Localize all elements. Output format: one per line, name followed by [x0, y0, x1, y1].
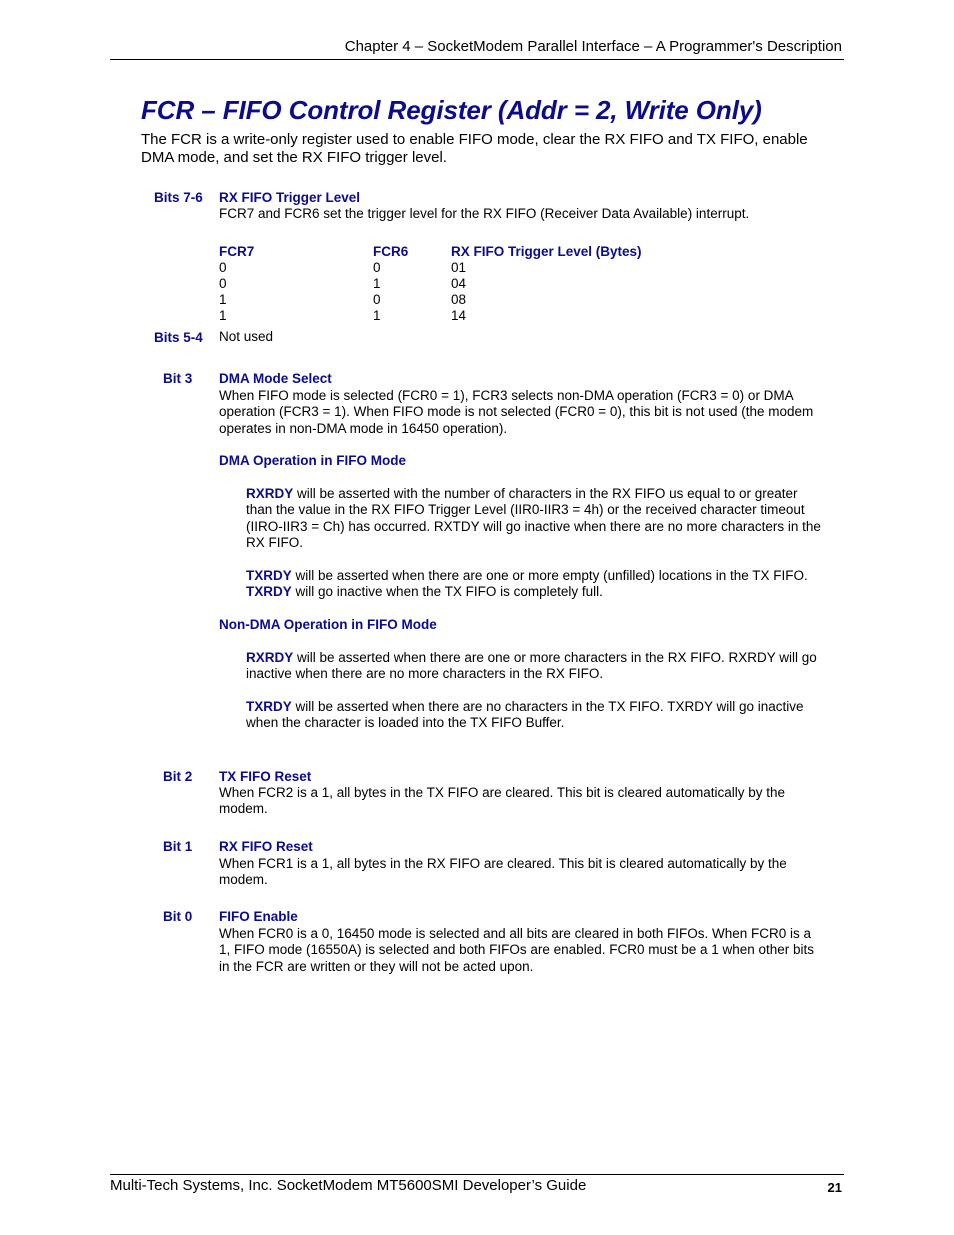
table-cell: 14: [451, 308, 467, 323]
bits-5-4-label: Bits 5-4: [154, 330, 203, 345]
dma-rxrdy-paragraph: RXRDY will be asserted with the number of characters in the RX FIFO us equal to or greater than the value in the RX FIFO Trigger Level (IIR0-IIR3 = 4h) or the received character timeout (IIRO-IIR3 = Ch) has occurred. RXTDY will go inactive when there are no more characters in the RX FIFO.: [246, 486, 821, 550]
footer-text: Multi-Tech Systems, Inc. SocketModem MT5600SMI Developer’s Guide: [110, 1177, 587, 1194]
table-cell: 1: [219, 292, 227, 307]
bit-3-heading: DMA Mode Select: [219, 371, 332, 386]
header-rule: [110, 59, 844, 60]
dma-txrdy-paragraph: TXRDY will be asserted when there are one or more empty (unfilled) locations in the TX FIFO. TXRDY will go inactive when the TX FIFO is completely full.: [246, 568, 808, 600]
table-cell: 0: [373, 292, 381, 307]
txrdy-keyword: TXRDY: [246, 568, 292, 583]
bit-3-label: Bit 3: [163, 371, 193, 386]
table-header-fcr7: FCR7: [219, 244, 255, 259]
non-dma-txrdy-paragraph: TXRDY will be asserted when there are no characters in the TX FIFO. TXRDY will go inactive when the character is loaded into the TX FIFO Buffer.: [246, 699, 804, 731]
intro-paragraph: The FCR is a write-only register used to enable FIFO mode, clear the RX FIFO and TX FIFO, enable DMA mode, and set the RX FIFO trigger level.: [141, 131, 808, 166]
table-cell: 0: [219, 276, 227, 291]
non-dma-operation-heading: Non-DMA Operation in FIFO Mode: [219, 617, 437, 632]
bit-2-text: When FCR2 is a 1, all bytes in the TX FIFO are cleared. This bit is cleared automatically by the modem.: [219, 785, 785, 817]
page-title: FCR – FIFO Control Register (Addr = 2, Write Only): [141, 95, 762, 125]
bit-2-heading: TX FIFO Reset: [219, 769, 312, 784]
table-cell: 08: [451, 292, 467, 307]
table-cell: 0: [373, 260, 381, 275]
bit-1-text: When FCR1 is a 1, all bytes in the RX FIFO are cleared. This bit is cleared automatically by the modem.: [219, 856, 787, 888]
bits-5-4-text: Not used: [219, 329, 274, 344]
table-cell: 1: [219, 308, 227, 323]
table-cell: 04: [451, 276, 467, 291]
table-cell: 0: [219, 260, 227, 275]
bit-0-label: Bit 0: [163, 909, 193, 924]
running-header: Chapter 4 – SocketModem Parallel Interface – A Programmer's Description: [344, 38, 842, 55]
bit-3-text: When FIFO mode is selected (FCR0 = 1), FCR3 selects non-DMA operation (FCR3 = 0) or DMA operation (FCR3 = 1). When FIFO mode is not selected (FCR0 = 0), this bit is not used (the modem operates in non-DMA mode in 16450 operation).: [219, 388, 814, 436]
dma-operation-heading: DMA Operation in FIFO Mode: [219, 453, 406, 468]
table-cell: 1: [373, 276, 381, 291]
bit-1-label: Bit 1: [163, 839, 193, 854]
page-number: 21: [827, 1180, 842, 1195]
bit-2-label: Bit 2: [163, 769, 193, 784]
bit-0-text: When FCR0 is a 0, 16450 mode is selected and all bits are cleared in both FIFOs. When FCR0 is a 1, FIFO mode (16550A) is selected and both FIFOs are enabled. FCR0 must be a 1 when other bits in the FCR are written or they will not be acted upon.: [219, 926, 815, 974]
table-cell: 01: [451, 260, 467, 275]
table-header-trigger-level: RX FIFO Trigger Level (Bytes): [451, 244, 642, 259]
bit-1-heading: RX FIFO Reset: [219, 839, 313, 854]
bit-0-heading: FIFO Enable: [219, 909, 298, 924]
table-cell: 1: [373, 308, 381, 323]
txrdy-keyword: TXRDY: [246, 584, 292, 600]
footer-rule: [110, 1174, 844, 1175]
bits-7-6-heading: RX FIFO Trigger Level: [219, 190, 361, 205]
rxrdy-keyword: RXRDY: [246, 650, 294, 665]
txrdy-keyword: TXRDY: [246, 699, 292, 714]
bits-7-6-label: Bits 7-6: [154, 190, 203, 205]
bits-7-6-text: FCR7 and FCR6 set the trigger level for the RX FIFO (Receiver Data Available) interrupt.: [219, 206, 750, 221]
non-dma-rxrdy-paragraph: RXRDY will be asserted when there are one or more characters in the RX FIFO. RXRDY will go inactive when there are no more characters in the RX FIFO.: [246, 650, 817, 682]
rxrdy-keyword: RXRDY: [246, 486, 294, 501]
table-header-fcr6: FCR6: [373, 244, 409, 259]
